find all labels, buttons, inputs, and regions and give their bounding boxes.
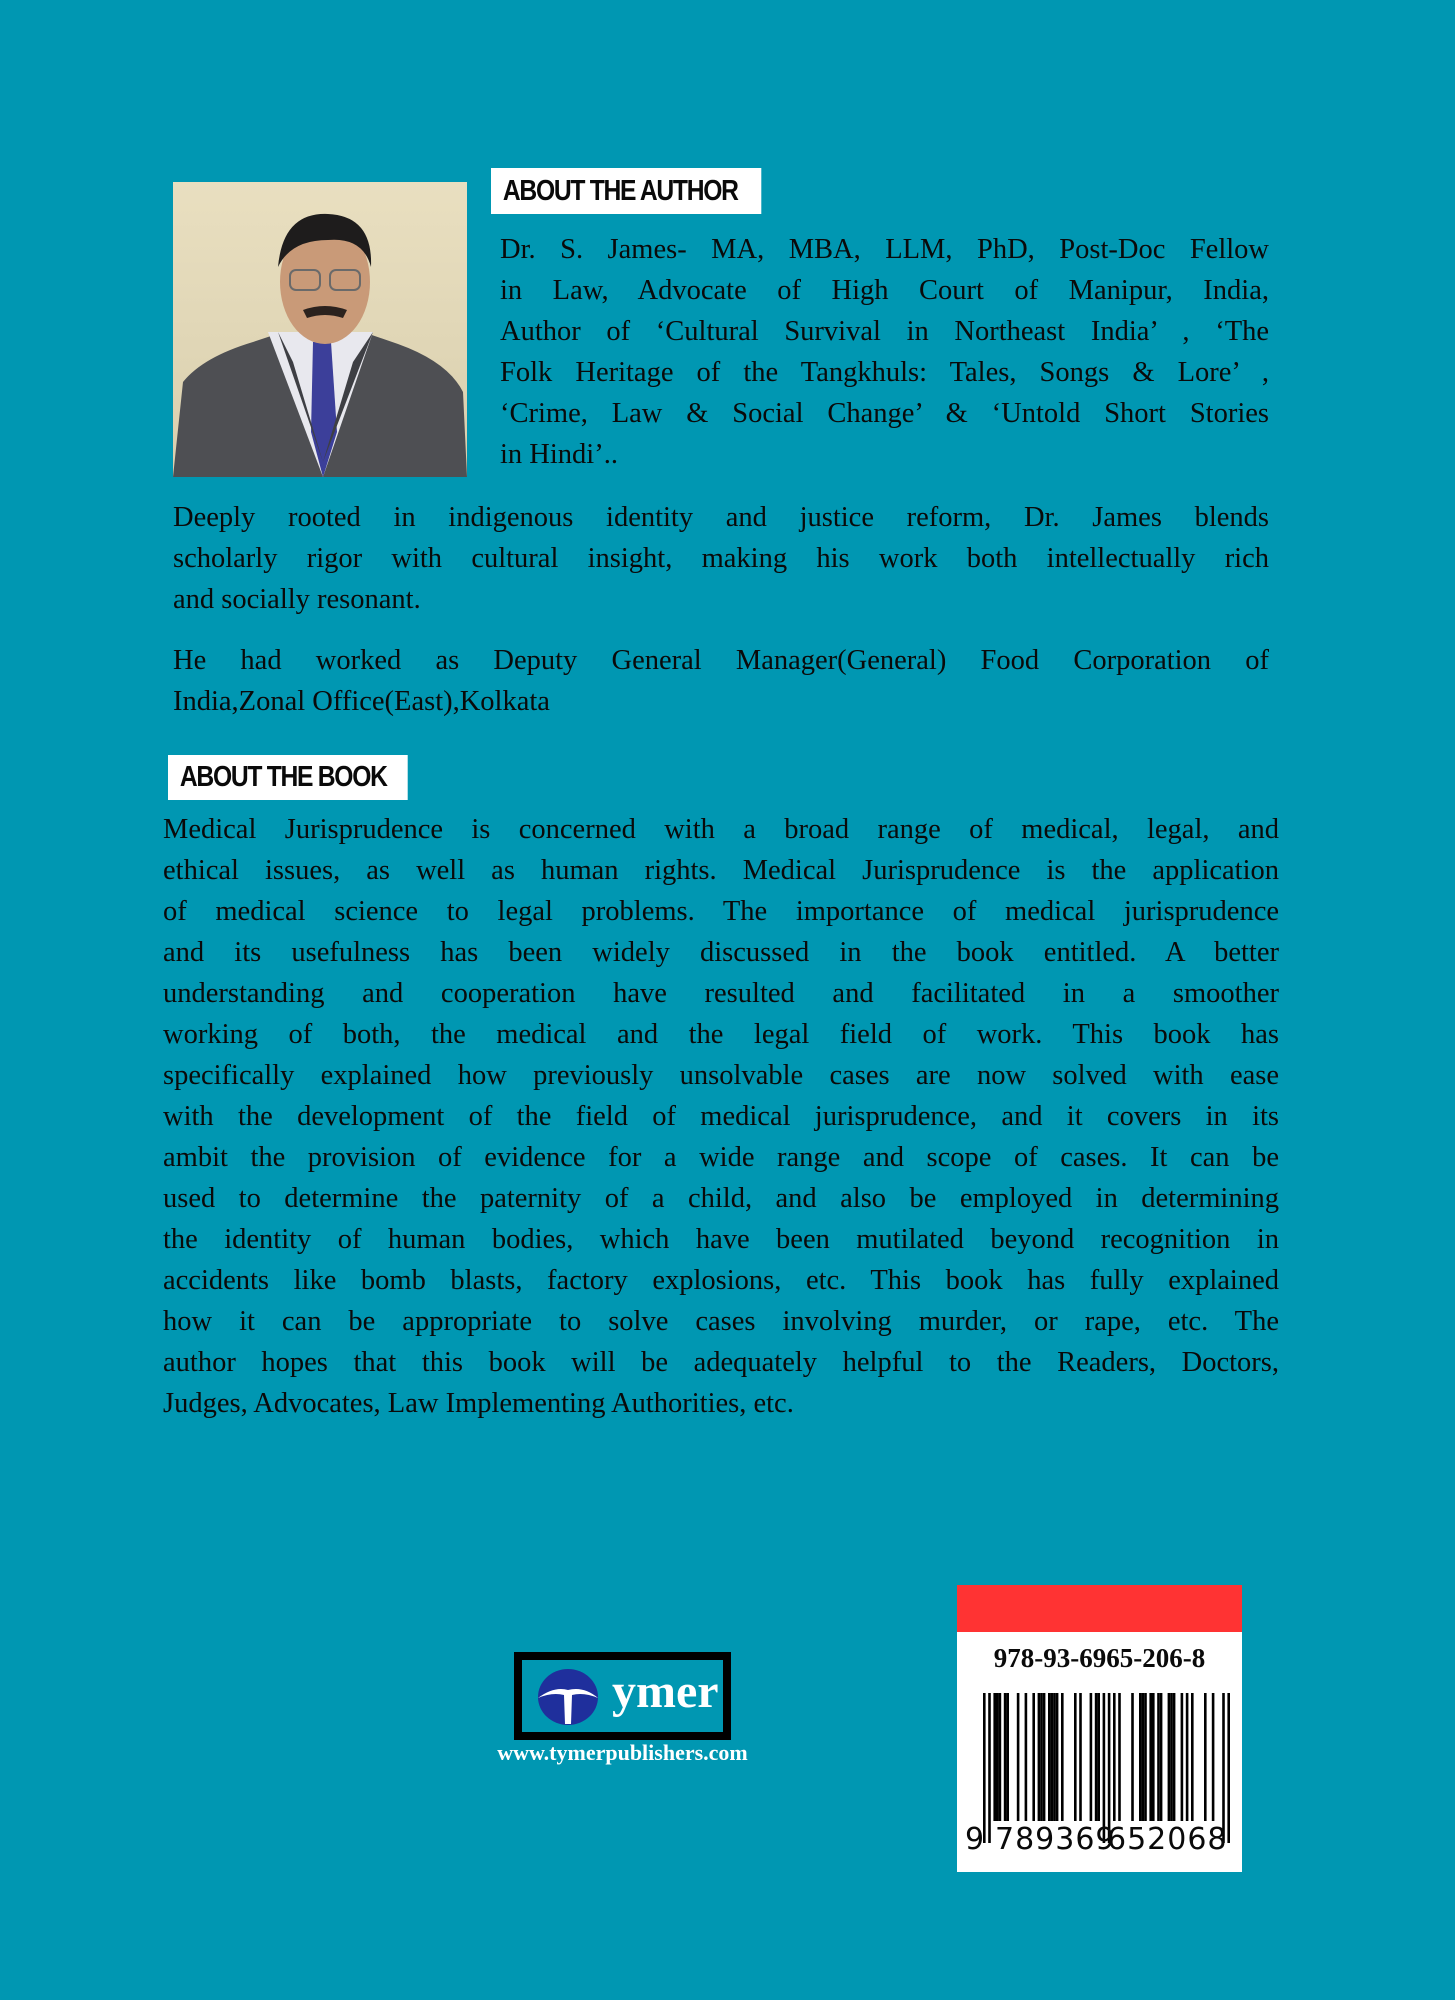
publisher-url[interactable]: www.tymerpublishers.com (497, 1740, 748, 1765)
author-paragraph-2 (173, 497, 1269, 620)
text-line: and socially resonant. (173, 584, 421, 615)
barcode-bar (1061, 1693, 1064, 1821)
barcode-first-digit: 9 (965, 1822, 985, 1857)
text-line: ethical issues, as well as human rights. Medical Jurisprudence is the application (163, 855, 1279, 886)
text-line: and its usefulness has been widely discussed in the book entitled. A better (163, 937, 1279, 968)
barcode-bar (1113, 1693, 1116, 1821)
barcode-bar (1186, 1693, 1189, 1821)
barcode-bar (1040, 1693, 1043, 1821)
barcode-bar (1090, 1693, 1093, 1821)
barcode-bar (1038, 1693, 1041, 1821)
text-line: Author of ‘Cultural Survival in Northeast India’ , ‘The (500, 316, 1269, 347)
barcode-bar (1142, 1693, 1145, 1821)
text-line: the identity of human bodies, which have been mutilated beyond recognition in (163, 1224, 1279, 1255)
publisher-logo-text: ymer (612, 1665, 719, 1718)
about-author-heading: ABOUT THE AUTHOR (491, 168, 761, 214)
barcode (965, 1693, 1235, 1843)
barcode-bar (1079, 1693, 1082, 1821)
barcode-bar (1157, 1693, 1160, 1821)
text-line: Judges, Advocates, Law Implementing Authorities, etc. (163, 1388, 794, 1419)
text-line: Dr. S. James- MA, MBA, LLM, PhD, Post-Doc Fellow (500, 234, 1269, 265)
barcode-bar (1048, 1693, 1051, 1821)
barcode-bar (1131, 1693, 1134, 1821)
publisher-logo (514, 1652, 731, 1740)
text-line: accidents like bomb blasts, factory explosions, etc. This book has fully explained (163, 1265, 1279, 1296)
barcode-bar (1097, 1693, 1100, 1821)
barcode-bar (1053, 1693, 1056, 1821)
author-paragraph-3 (173, 640, 1269, 722)
barcode-bar (1173, 1693, 1176, 1821)
barcode-bar (1168, 1693, 1171, 1821)
text-line: specifically explained how previously unsolvable cases are now solved with ease (163, 1060, 1279, 1091)
text-line: in Law, Advocate of High Court of Manipur, India, (500, 275, 1269, 306)
barcode-red-band (957, 1585, 1242, 1632)
barcode-bar (1212, 1693, 1215, 1821)
barcode-bar (1170, 1693, 1173, 1821)
book-description (163, 809, 1279, 1424)
text-line: He had worked as Deputy General Manager(General) Food Corporation of (173, 645, 1269, 676)
barcode-bar (1103, 1693, 1106, 1843)
barcode-bar (1032, 1693, 1035, 1821)
barcode-bar (996, 1693, 999, 1821)
barcode-right-digits: 652068 (1107, 1822, 1228, 1857)
barcode-bar (1222, 1693, 1225, 1843)
text-line: in Hindi’.. (500, 439, 618, 470)
barcode-bar (1118, 1693, 1121, 1821)
barcode-bar (1144, 1693, 1147, 1821)
barcode-bar (1006, 1693, 1009, 1821)
text-line: India,Zonal Office(East),Kolkata (173, 686, 550, 717)
barcode-bar (1152, 1693, 1155, 1821)
text-line: ‘Crime, Law & Social Change’ & ‘Untold Short Stories (500, 398, 1269, 429)
barcode-bar (1025, 1693, 1028, 1821)
barcode-bar (1043, 1693, 1046, 1821)
barcode-bar (1204, 1693, 1207, 1821)
text-line: scholarly rigor with cultural insight, making his work both intellectually rich (173, 543, 1269, 574)
isbn-number: 978-93-6965-206-8 (993, 1643, 1206, 1673)
barcode-bar (999, 1693, 1002, 1821)
text-line: author hopes that this book will be adequately helpful to the Readers, Doctors, (163, 1347, 1279, 1378)
tymer-emblem-icon (534, 1668, 602, 1726)
barcode-bar (1051, 1693, 1054, 1821)
barcode-bar (1074, 1693, 1077, 1821)
text-line: working of both, the medical and the legal field of work. This book has (163, 1019, 1279, 1050)
isbn-barcode-block (957, 1585, 1242, 1872)
text-line: of medical science to legal problems. The importance of medical jurisprudence (163, 896, 1279, 927)
author-photo (173, 182, 467, 477)
barcode-bar (988, 1693, 991, 1843)
barcode-bar (1181, 1693, 1184, 1821)
barcode-bar (1191, 1693, 1194, 1821)
barcode-bar (1139, 1693, 1142, 1821)
barcode-bar (1227, 1693, 1230, 1843)
barcode-bar (1017, 1693, 1020, 1821)
barcode-bar (1095, 1693, 1098, 1821)
text-line: Folk Heritage of the Tangkhuls: Tales, Songs & Lore’ , (500, 357, 1269, 388)
barcode-bar (1160, 1693, 1163, 1821)
text-line: how it can be appropriate to solve cases involving murder, or rape, etc. The (163, 1306, 1279, 1337)
text-line: with the development of the field of medical jurisprudence, and it covers in its (163, 1101, 1279, 1132)
barcode-bar (1056, 1693, 1059, 1821)
barcode-bar (1108, 1693, 1111, 1843)
text-line: Deeply rooted in indigenous identity and justice reform, Dr. James blends (173, 502, 1269, 533)
barcode-bar (1149, 1693, 1152, 1821)
author-bio (500, 229, 1269, 475)
text-line: understanding and cooperation have resulted and facilitated in a smoother (163, 978, 1279, 1009)
text-line: used to determine the paternity of a child, and also be employed in determining (163, 1183, 1279, 1214)
about-book-heading: ABOUT THE BOOK (168, 755, 408, 800)
barcode-bar (983, 1693, 986, 1843)
text-line: Medical Jurisprudence is concerned with a broad range of medical, legal, and (163, 814, 1279, 845)
text-line: ambit the provision of evidence for a wide range and scope of cases. It can be (163, 1142, 1279, 1173)
barcode-bar (1004, 1693, 1007, 1821)
barcode-bar (993, 1693, 996, 1821)
barcode-left-digits: 789369 (995, 1822, 1116, 1857)
